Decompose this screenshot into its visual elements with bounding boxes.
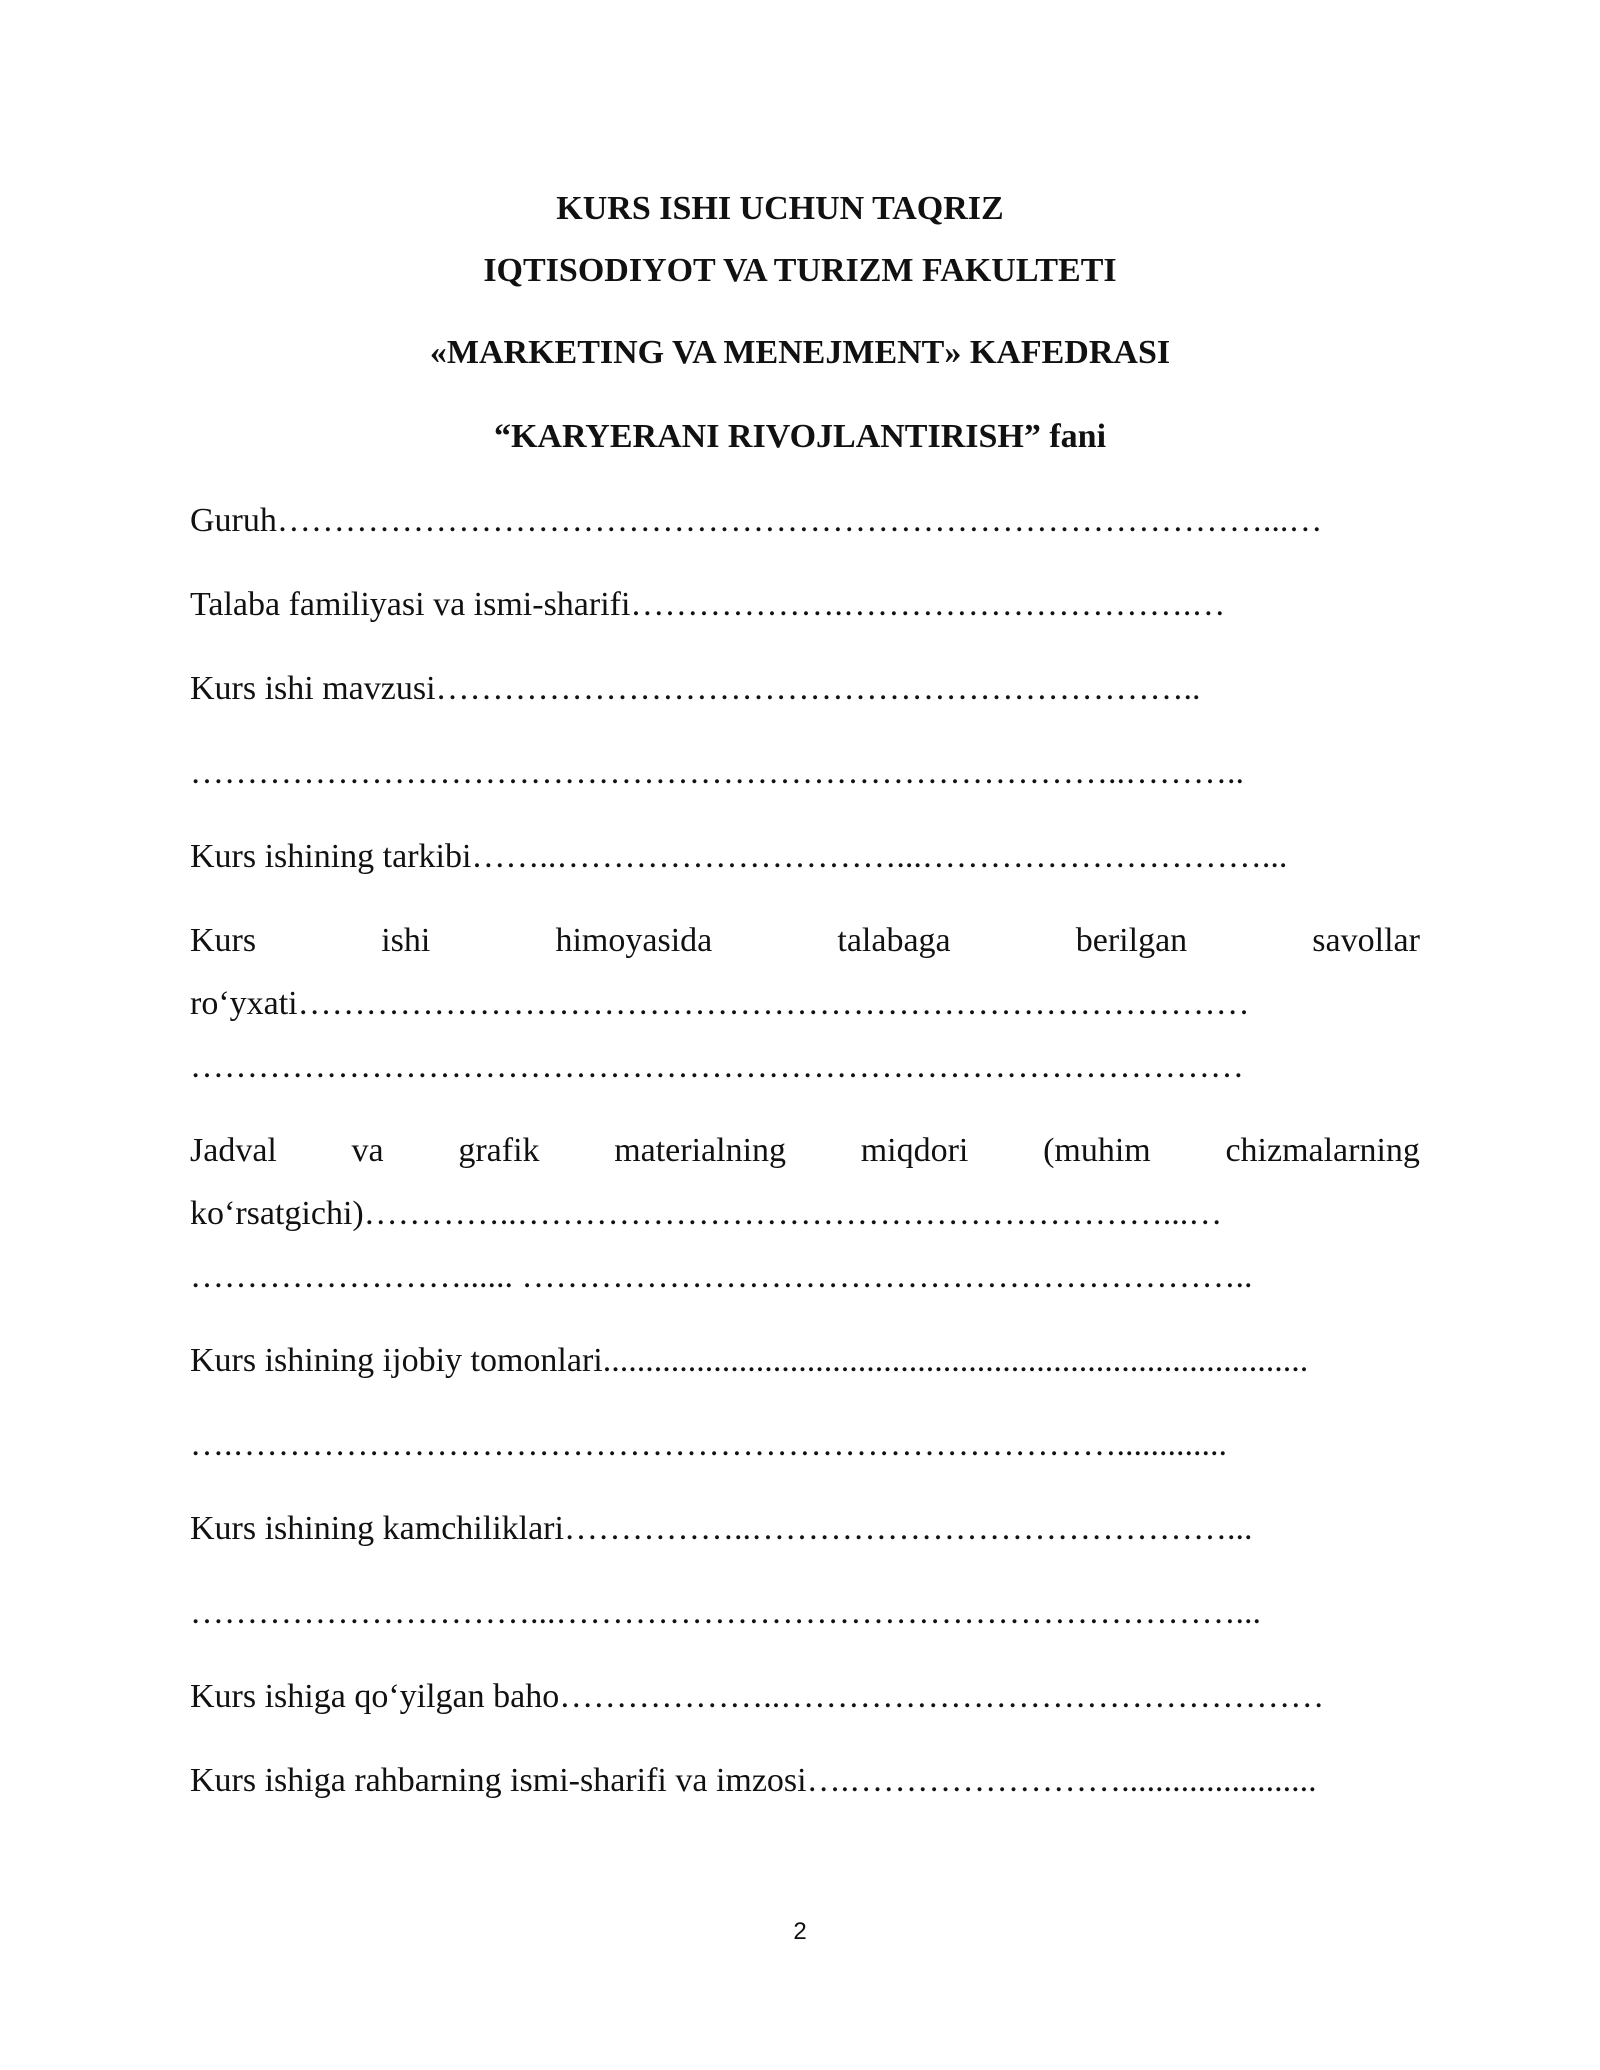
questions-word: talabaga bbox=[837, 922, 951, 959]
student-name-field: Talaba familiyasi va ismi-sharifi……………….………………………….… bbox=[190, 586, 1226, 623]
questions-word: savollar bbox=[1312, 922, 1420, 959]
questions-word: Kurs bbox=[190, 922, 257, 959]
questions-continuation-line: ro‘yxati………………………………………………………………………… bbox=[190, 985, 1250, 1022]
subject-heading: “KARYERANI RIVOJLANTIRISH” fani bbox=[493, 418, 1107, 455]
department-heading: «MARKETING VA MENEJMENT» KAFEDRASI bbox=[429, 334, 1171, 371]
shortcomings-blank-line: …………………………...……………………………………………………... bbox=[190, 1594, 1261, 1631]
topic-field: Kurs ishi mavzusi………………………………………………………….. bbox=[190, 670, 1201, 707]
positives-field: Kurs ishining ijobiy tomonlari................................................................................... bbox=[190, 1342, 1309, 1379]
document-title: KURS ISHI UCHUN TAQRIZ bbox=[556, 190, 1004, 227]
structure-field: Kurs ishining tarkibi……..…………………………...…………………………... bbox=[190, 838, 1288, 875]
materials-word: chizmalarning bbox=[1225, 1132, 1420, 1169]
topic-continuation-line: ………………………………………………………………………..……….. bbox=[190, 754, 1244, 791]
materials-field-label bbox=[190, 1132, 1420, 1170]
materials-word: va bbox=[351, 1132, 384, 1169]
questions-field-label bbox=[190, 922, 1420, 960]
materials-blank-line: ……………………...... ……………………………………………………….. bbox=[190, 1258, 1253, 1295]
questions-word: himoyasida bbox=[555, 922, 713, 959]
questions-blank-line: ………………………………………………………………………………… bbox=[190, 1048, 1244, 1085]
materials-word: miqdori bbox=[860, 1132, 969, 1169]
page-number: 2 bbox=[793, 1918, 807, 1945]
group-field: Guruh……………………………………………………………………………...… bbox=[190, 502, 1323, 539]
materials-word: grafik bbox=[458, 1132, 540, 1169]
materials-word: materialning bbox=[614, 1132, 787, 1169]
supervisor-field: Kurs ishiga rahbarning ismi-sharifi va imzosi….……………………....................... bbox=[190, 1762, 1317, 1799]
grade-field: Kurs ishiga qo‘yilgan baho………………..………………………………………… bbox=[190, 1678, 1325, 1715]
questions-word: ishi bbox=[381, 922, 431, 959]
positives-blank-line: ….……………………………………………………………………............. bbox=[190, 1426, 1227, 1463]
questions-word: berilgan bbox=[1075, 922, 1188, 959]
materials-continuation-line: ko‘rsatgichi)…………..…………………………………………………...… bbox=[190, 1195, 1223, 1232]
materials-word: (muhim bbox=[1043, 1132, 1151, 1169]
faculty-heading: IQTISODIYOT VA TURIZM FAKULTETI bbox=[483, 252, 1117, 289]
shortcomings-field: Kurs ishining kamchiliklari……………..……………………………………... bbox=[190, 1510, 1253, 1547]
materials-word: Jadval bbox=[190, 1132, 277, 1169]
